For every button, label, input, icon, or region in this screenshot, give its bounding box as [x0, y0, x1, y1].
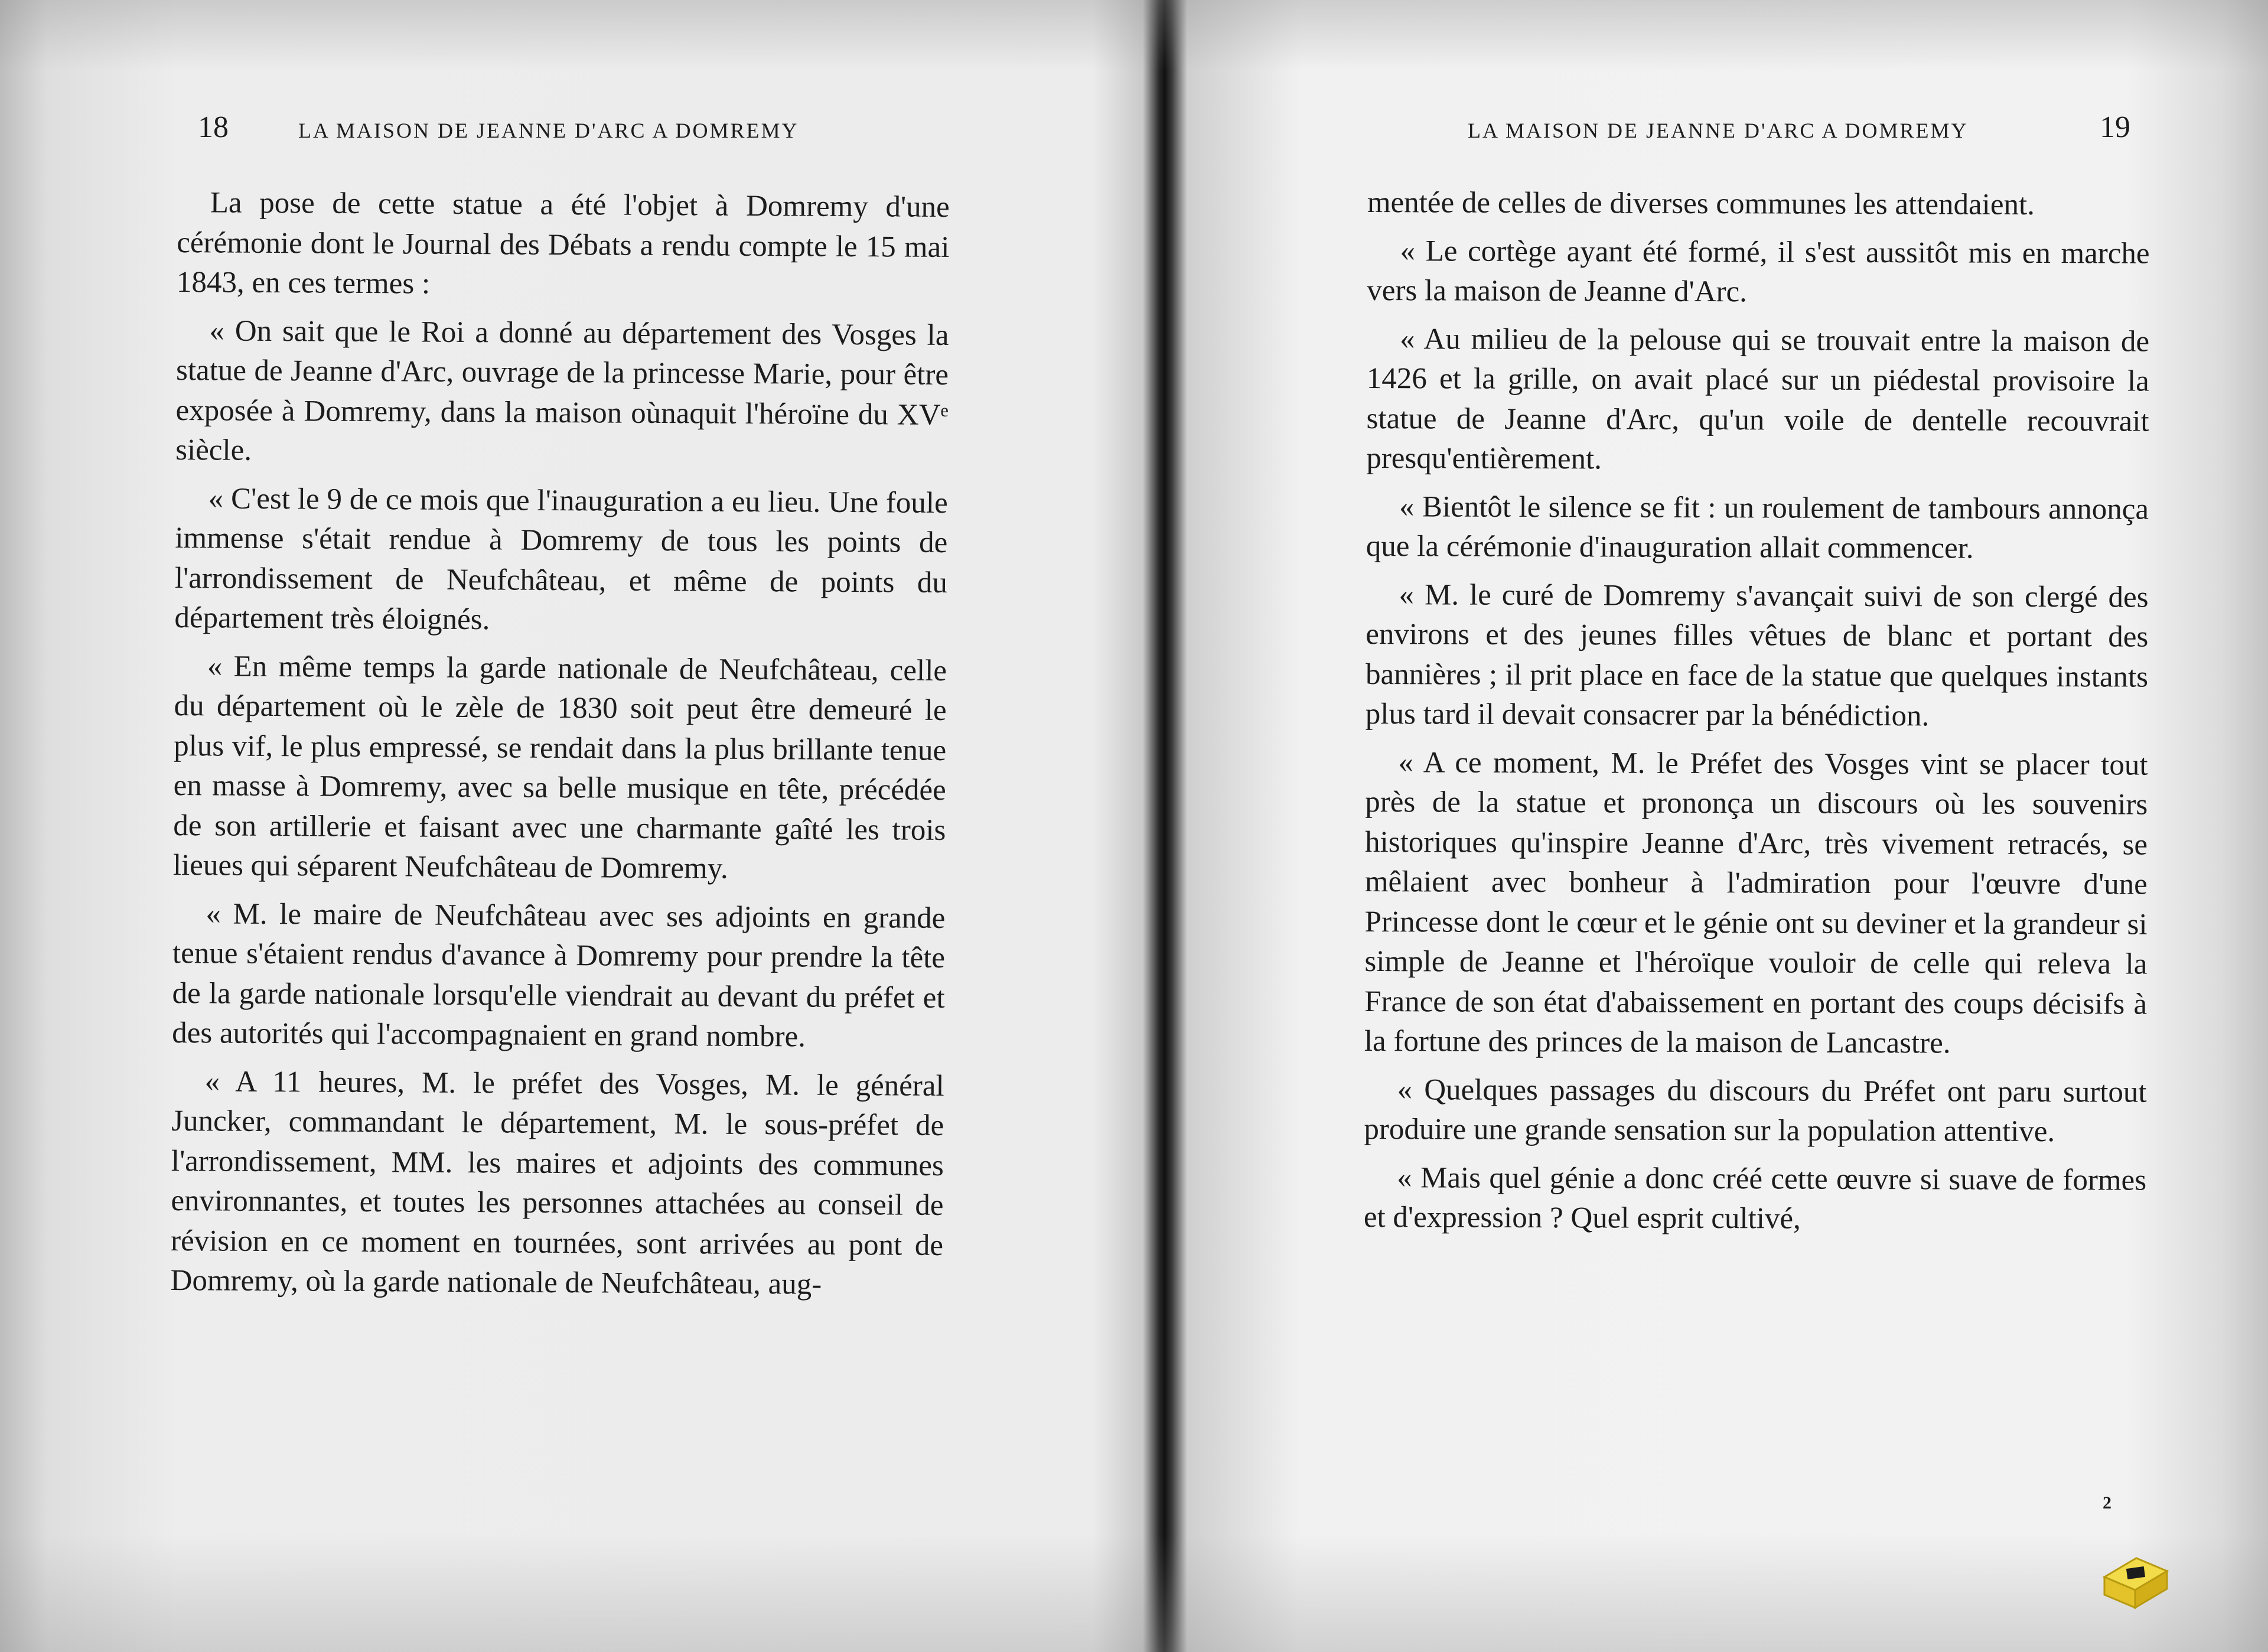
- running-head-right: LA MAISON DE JEANNE D'ARC A DOMREMY: [1468, 119, 1969, 142]
- paragraph: La pose de cette statue a été l'objet à Domremy d'une cérémonie dont le Journal des Débats a rendu compte le 15 mai 1843, en ces termes :: [176, 186, 950, 301]
- running-head-left: LA MAISON DE JEANNE D'ARC A DOMREMY: [298, 119, 799, 142]
- paragraph: « M. le curé de Domremy s'avançait suivi de son clergé des environs et des jeunes filles vêtues de blanc et portant des bannières ; il prit place en face de la statue que quelques instants plus tard il devait consacrer par la bénédiction.: [1365, 578, 2149, 733]
- yellow-book-icon[interactable]: [2100, 1553, 2171, 1612]
- paragraph: « Au milieu de la pelouse qui se trouvait entre la maison de 1426 et la grille, on avait placé sur un piédestal provisoire la statue de Jeanne d'Arc, qu'un voile de dentelle recouvrait presqu'entièrement.: [1366, 322, 2150, 476]
- paragraph: « En même temps la garde nationale de Neufchâteau, celle du département où le zèle de 1830 soit peut être demeuré le plus vif, le plus empressé, se rendait dans la plus brillante tenue en masse à Domremy, avec sa belle musique en tête, précédée de son artillerie et faisant avec une charmante gaîté les trois lieues qui séparent Neufchâteau de Domremy.: [172, 649, 947, 885]
- right-page: [1172, 0, 2268, 1652]
- page-number-left: 18: [198, 110, 229, 144]
- paragraph: « C'est le 9 de ce mois que l'inauguration a eu lieu. Une foule immense s'était rendue à Domremy de tous les points de l'arrondissement de Neufchâteau, et même de points du département très éloignés.: [174, 481, 948, 637]
- paragraph: « Mais quel génie a donc créé cette œuvre si suave de formes et d'expression ? Quel esprit cultivé,: [1363, 1161, 2147, 1236]
- paragraph: « Quelques passages du discours du Préfet ont paru surtout produire une grande sensation sur la population attentive.: [1364, 1073, 2147, 1149]
- left-page-body: [170, 183, 950, 1314]
- right-page-body: [1364, 183, 2150, 1249]
- page-number-right: 19: [2100, 110, 2130, 144]
- paragraph: « A ce moment, M. le Préfet des Vosges vint se placer tout près de la statue et prononça un discours où les souvenirs historiques qu'inspire Jeanne d'Arc, très vivement retracés, se mêlaient avec bonheur à l'admiration pour l'œuvre d'une Princesse dont le cœur et le génie ont su deviner et la grandeur si simple de Jeanne et l'héroïque vouloir de celle qui releva la France de son état d'abaissement en portant des coups décisifs à la fortune des princes de la maison de Lancastre.: [1364, 745, 2148, 1060]
- paragraph: « Bientôt le silence se fit : un roulement de tambours annonça que la cérémonie d'inauguration allait commencer.: [1366, 490, 2149, 565]
- paragraph: « Le cortège ayant été formé, il s'est aussitôt mis en marche vers la maison de Jeanne d'Arc.: [1367, 234, 2150, 309]
- paragraph: « A 11 heures, M. le préfet des Vosges, M. le général Juncker, commandant le département, M. le sous-préfet de l'arrondissement, MM. les maires et adjoints des communes environnantes, et toutes les personnes attachées au conseil de révision en ce moment en tournées, sont arrivées au pont de Domremy, où la garde nationale de Neufchâteau, aug-: [170, 1064, 944, 1301]
- paragraph: mentée de celles de diverses communes les attendaient.: [1367, 185, 2035, 221]
- paragraph: « On sait que le Roi a donné au département des Vosges la statue de Jeanne d'Arc, ouvrage de la princesse Marie, pour être exposée à Domremy, dans la maison oùnaquit l'héroïne du XVᵉ siècle.: [175, 314, 949, 467]
- paragraph: « M. le maire de Neufchâteau avec ses adjoints en grande tenue s'étaient rendus d'avance à Domremy pour prendre la tête de la garde nationale lorsqu'elle viendrait au devant du préfet et des autorités qui l'accompagnaient en grand nombre.: [172, 897, 946, 1054]
- signature-mark: 2: [2103, 1493, 2111, 1513]
